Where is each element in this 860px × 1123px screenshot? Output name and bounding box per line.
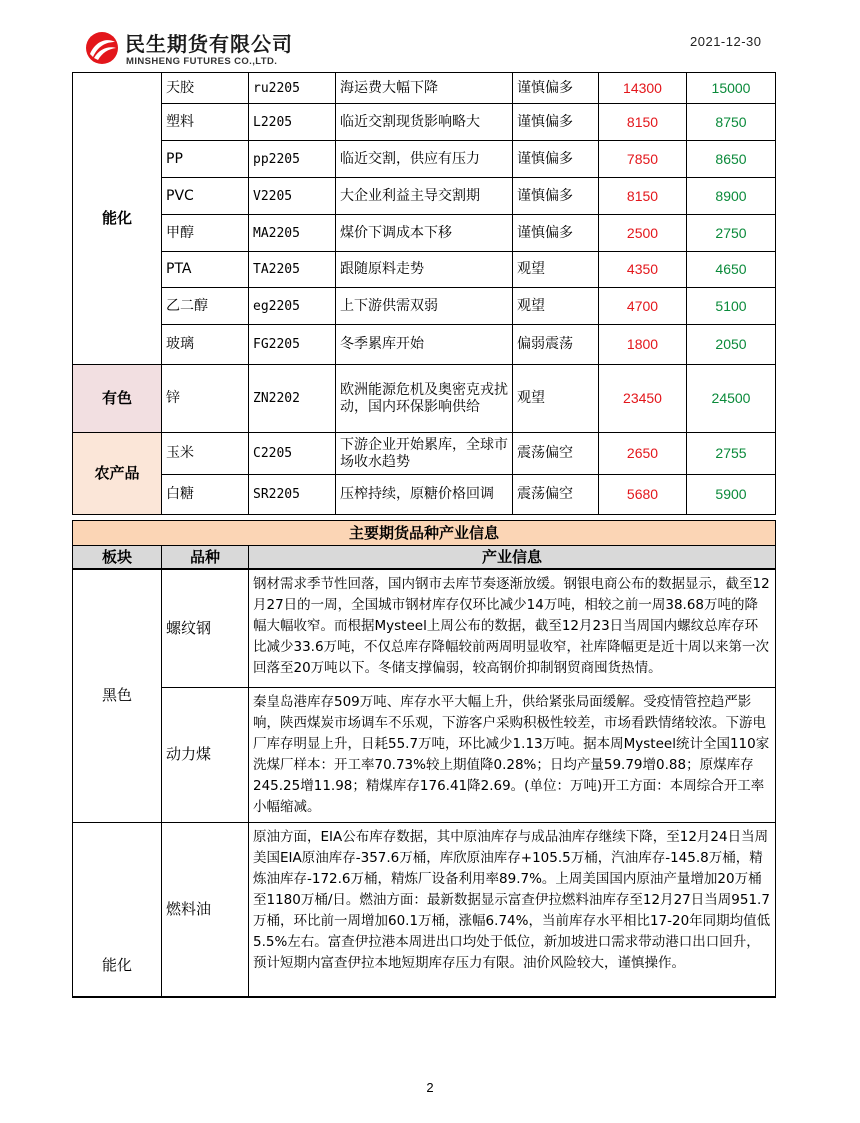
resistance-price: 2755: [687, 433, 776, 475]
view-cell: 观望: [513, 365, 599, 433]
resistance-price: 5900: [687, 475, 776, 515]
view-cell: 观望: [513, 252, 599, 288]
variety-cell: PTA: [162, 252, 249, 288]
logic-cell: 煤价下调成本下移: [336, 215, 513, 252]
table-row: [73, 475, 776, 515]
industry-info-text: 秦皇岛港库存509万吨、库存水平大幅上升，供给紧张局面缓解。受疫情管控趋严影响，陕西煤炭市场调车不乐观，下游客户采购积极性较差，市场看跌情绪较浓。下游电厂库存明显上升，日耗55.7万吨，环比减少1.13万吨。据本周Mysteel统计全国110家洗煤厂样本：开工率70.73%较上期值降0.28%；日均产量59.79增0.88；原煤库存245.25增11.98；精煤库存176.41降2.69。(单位：万吨)开工方面：本周综合开工率小幅缩减。: [249, 687, 776, 822]
logic-cell: 上下游供需双弱: [336, 288, 513, 325]
support-price: 1800: [599, 325, 687, 365]
sector-cell: 能化: [73, 73, 162, 365]
table-row: [73, 687, 776, 822]
variety-cell: 白糖: [162, 475, 249, 515]
variety-cell: 螺纹钢: [162, 569, 249, 687]
view-cell: 震荡偏空: [513, 433, 599, 475]
resistance-price: 24500: [687, 365, 776, 433]
header-variety: 品种: [162, 546, 249, 570]
header-sector: 板块: [73, 546, 162, 570]
variety-cell: 乙二醇: [162, 288, 249, 325]
variety-cell: 甲醇: [162, 215, 249, 252]
industry-info-text: 原油方面，EIA公布库存数据，其中原油库存与成品油库存继续下降，至12月24日当周美国EIA原油库存-357.6万桶，库欣原油库存+105.5万桶，汽油库存-145.8万桶，精炼油库存-172.6万桶，精炼厂设备利用率89.7%。上周美国国内原油产量增加20万桶至1180万桶/日。燃油方面：最新数据显示富查伊拉燃料油库存至12月27日当周951.7万桶，环比前一周增加60.1万桶，涨幅6.74%，当前库存水平相比17-20年同期均值低5.5%左右。富查伊拉港本周进出口均处于低位，新加坡进口需求带动港口出口回升，预计短期内富查伊拉本地短期库存压力有限。油价风险较大，谨慎操作。: [249, 822, 776, 997]
resistance-price: 8900: [687, 178, 776, 215]
support-price: 4350: [599, 252, 687, 288]
logic-cell: 临近交割，供应有压力: [336, 141, 513, 178]
table-row: [73, 365, 776, 433]
variety-cell: 玉米: [162, 433, 249, 475]
section-banner: [73, 521, 776, 546]
sector-cell: 黑色: [73, 569, 162, 822]
support-price: 7850: [599, 141, 687, 178]
logic-cell: 临近交割现货影响略大: [336, 104, 513, 141]
table-row: [73, 178, 776, 215]
variety-cell: PVC: [162, 178, 249, 215]
support-price: 8150: [599, 178, 687, 215]
variety-cell: 天胶: [162, 73, 249, 104]
table-row: [73, 325, 776, 365]
variety-cell: 锌: [162, 365, 249, 433]
table-row: [73, 104, 776, 141]
minsheng-logo-icon: [84, 30, 120, 66]
support-price: 14300: [599, 73, 687, 104]
contract-code: SR2205: [249, 475, 336, 515]
contract-code: TA2205: [249, 252, 336, 288]
logic-cell: 欧洲能源危机及奥密克戎扰动，国内环保影响供给: [336, 365, 513, 433]
support-price: 5680: [599, 475, 687, 515]
sector-cell: 能化: [73, 822, 162, 997]
logic-cell: 冬季累库开始: [336, 325, 513, 365]
table-row: [73, 73, 776, 104]
column-header-row: [73, 546, 776, 570]
report-date: 2021-12-30: [690, 34, 762, 49]
logic-cell: 跟随原料走势: [336, 252, 513, 288]
header-info: 产业信息: [249, 546, 776, 570]
view-cell: 震荡偏空: [513, 475, 599, 515]
industry-info-table: [72, 520, 776, 998]
variety-cell: 动力煤: [162, 687, 249, 822]
contract-code: ZN2202: [249, 365, 336, 433]
page-header: [0, 0, 860, 70]
support-price: 23450: [599, 365, 687, 433]
resistance-price: 8750: [687, 104, 776, 141]
resistance-price: 5100: [687, 288, 776, 325]
support-price: 2650: [599, 433, 687, 475]
view-cell: 谨慎偏多: [513, 141, 599, 178]
table-row: [73, 288, 776, 325]
logic-cell: 下游企业开始累库，全球市场收水趋势: [336, 433, 513, 475]
view-cell: 谨慎偏多: [513, 215, 599, 252]
table-row: [73, 252, 776, 288]
view-cell: 谨慎偏多: [513, 104, 599, 141]
variety-cell: PP: [162, 141, 249, 178]
resistance-price: 2050: [687, 325, 776, 365]
logic-cell: 大企业利益主导交割期: [336, 178, 513, 215]
view-cell: 谨慎偏多: [513, 178, 599, 215]
sector-cell: 农产品: [73, 433, 162, 515]
variety-cell: 燃料油: [162, 822, 249, 997]
company-name-en: MINSHENG FUTURES CO.,LTD.: [126, 56, 278, 67]
table-row: [73, 141, 776, 178]
contract-code: pp2205: [249, 141, 336, 178]
variety-cell: 玻璃: [162, 325, 249, 365]
view-cell: 观望: [513, 288, 599, 325]
resistance-price: 15000: [687, 73, 776, 104]
resistance-price: 2750: [687, 215, 776, 252]
table-row: [73, 569, 776, 687]
view-cell: 谨慎偏多: [513, 73, 599, 104]
strategy-table: [72, 72, 776, 515]
support-price: 2500: [599, 215, 687, 252]
table-row: [73, 433, 776, 475]
logic-cell: 海运费大幅下降: [336, 73, 513, 104]
contract-code: C2205: [249, 433, 336, 475]
variety-cell: 塑料: [162, 104, 249, 141]
section-title: 主要期货品种产业信息: [73, 521, 776, 546]
contract-code: ru2205: [249, 73, 336, 104]
contract-code: eg2205: [249, 288, 336, 325]
contract-code: V2205: [249, 178, 336, 215]
support-price: 8150: [599, 104, 687, 141]
logic-cell: 压榨持续，原糖价格回调: [336, 475, 513, 515]
view-cell: 偏弱震荡: [513, 325, 599, 365]
company-name-cn: 民生期货有限公司: [125, 32, 293, 56]
support-price: 4700: [599, 288, 687, 325]
table-row: [73, 822, 776, 997]
page-number: 2: [426, 1080, 434, 1095]
contract-code: MA2205: [249, 215, 336, 252]
contract-code: FG2205: [249, 325, 336, 365]
table-row: [73, 215, 776, 252]
sector-cell: 有色: [73, 365, 162, 433]
resistance-price: 8650: [687, 141, 776, 178]
industry-info-text: 钢材需求季节性回落，国内钢市去库节奏逐渐放缓。钢银电商公布的数据显示，截至12月27日的一周，全国城市钢材库存仅环比减少14万吨，相较之前一周38.68万吨的降幅大幅收窄。而根据Mysteel上周公布的数据，截至12月23日当周国内螺纹总库存环比减少33.6万吨，不仅总库存降幅较前两周明显收窄，社库降幅更是近十周以来第一次回落至20万吨以下。冬储支撑偏弱，较高钢价抑制钢贸商囤货热情。: [249, 569, 776, 687]
contract-code: L2205: [249, 104, 336, 141]
resistance-price: 4650: [687, 252, 776, 288]
